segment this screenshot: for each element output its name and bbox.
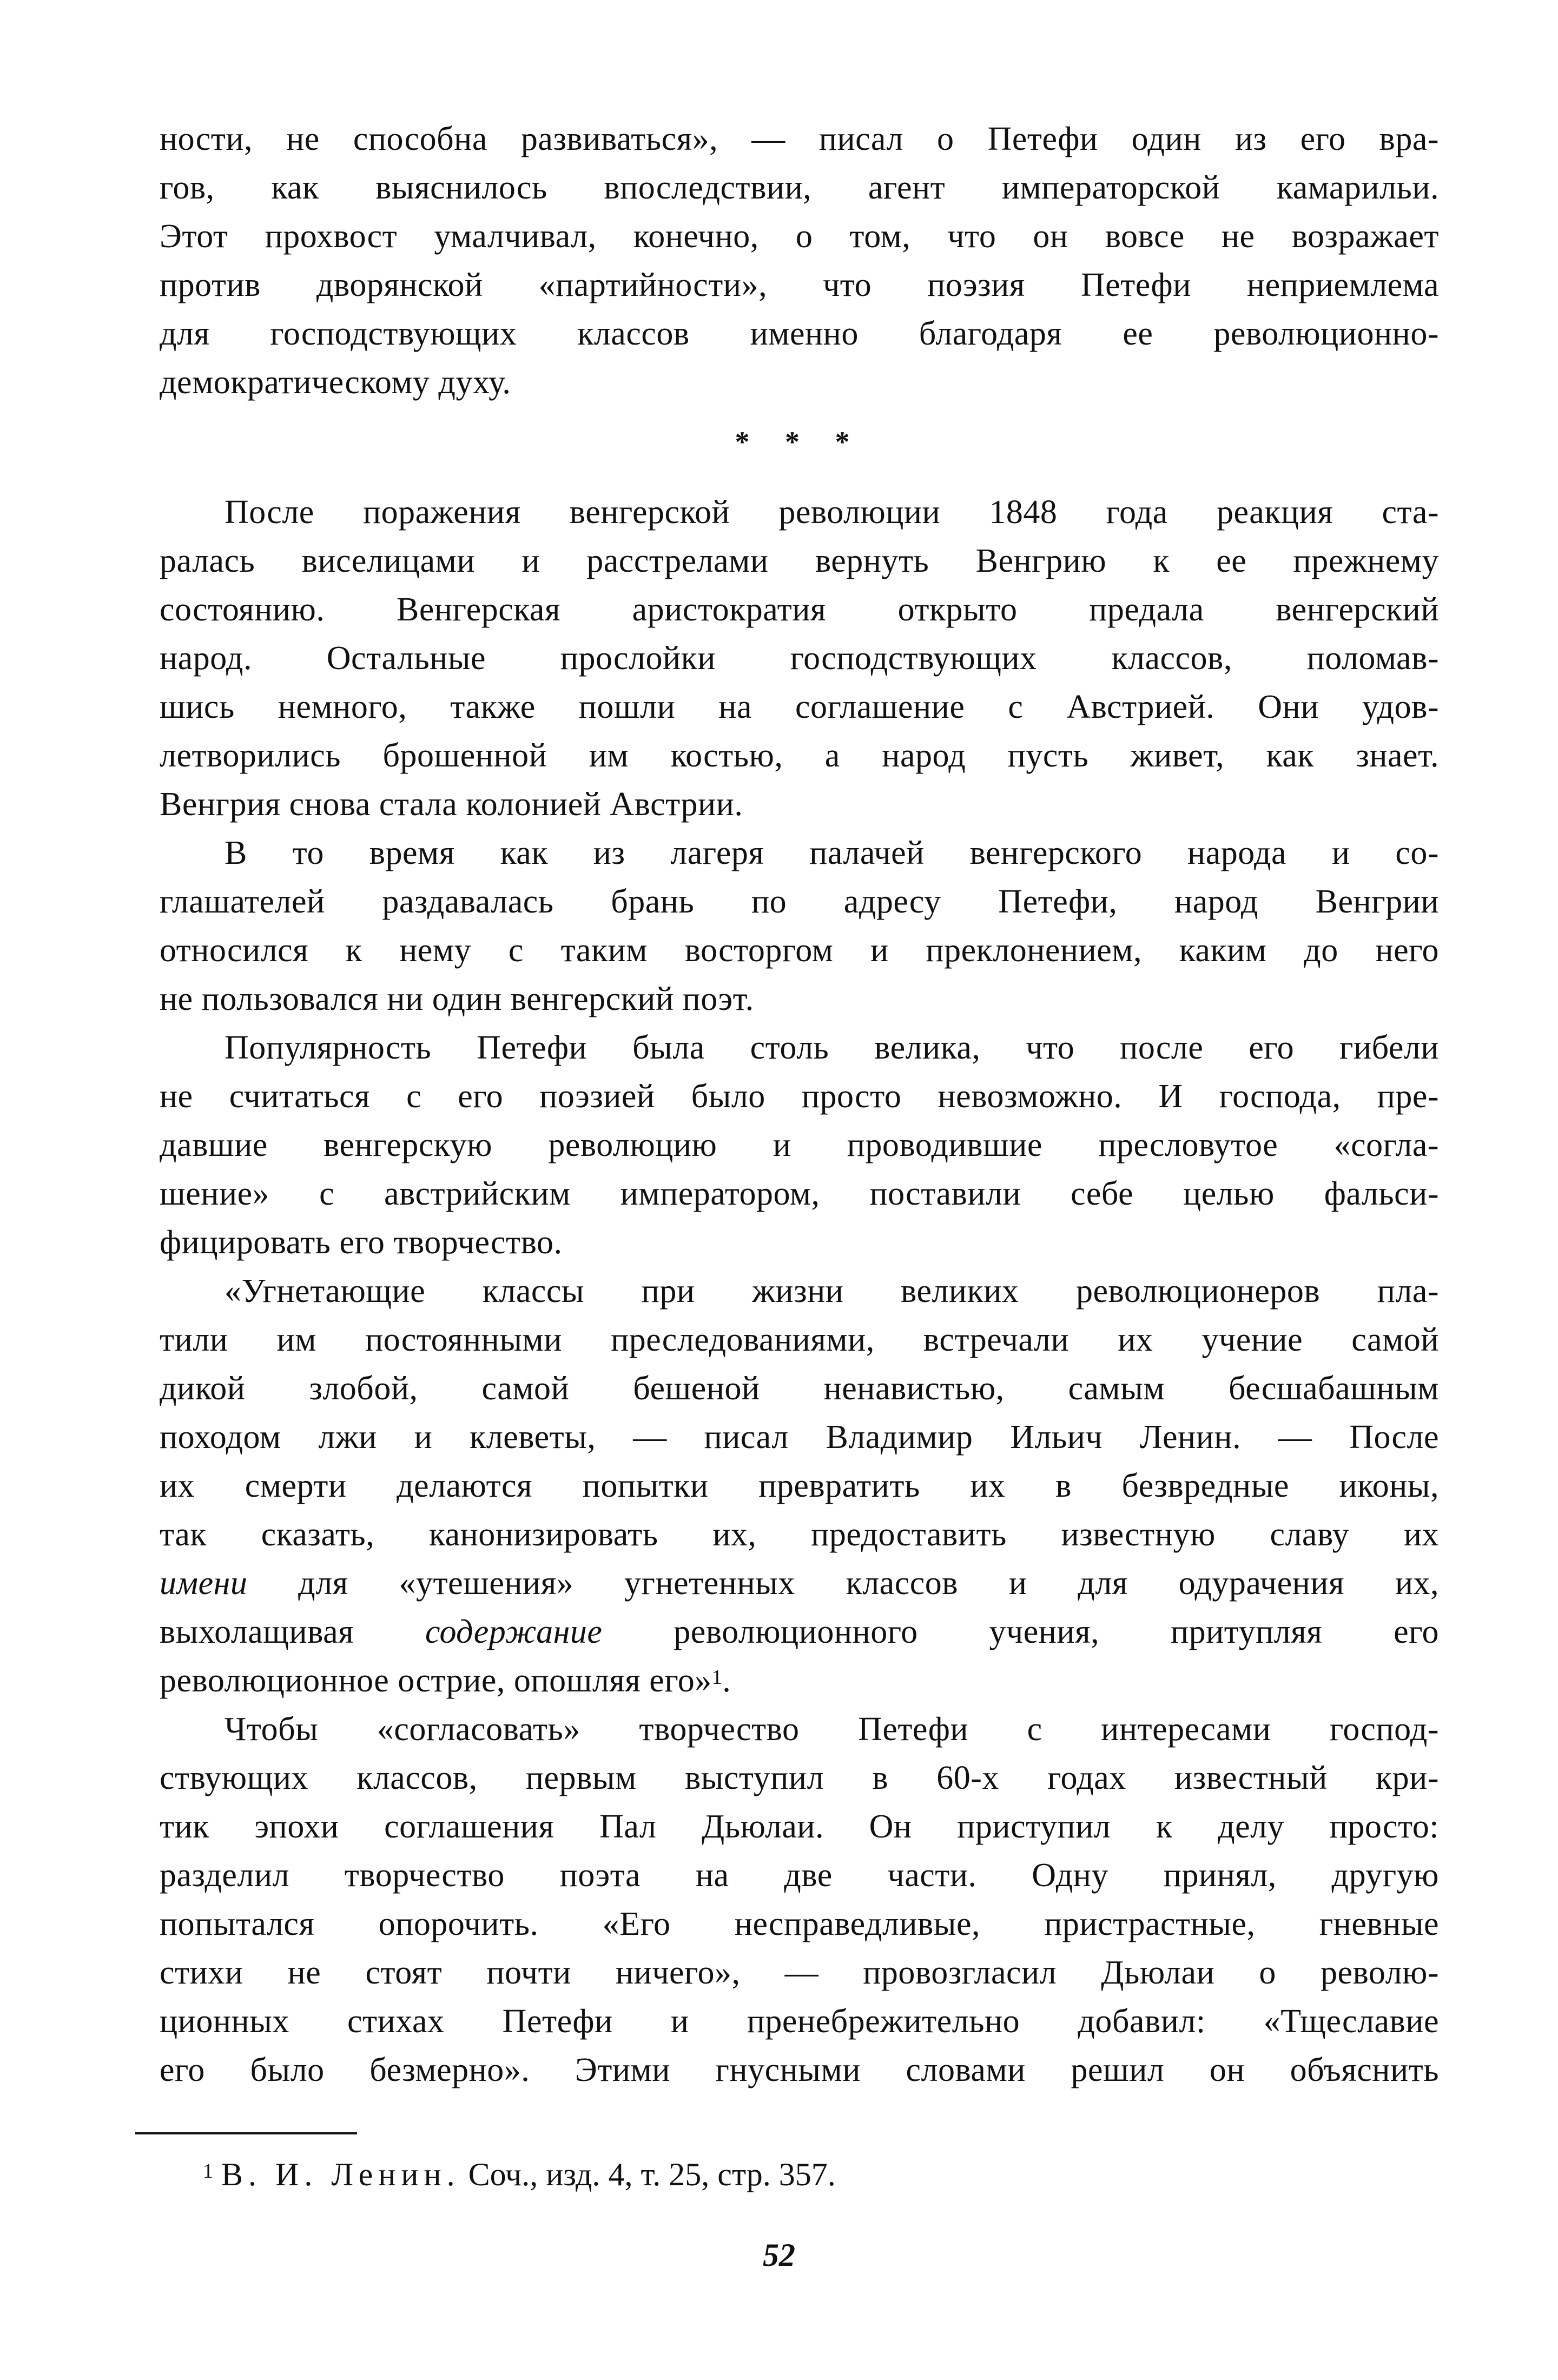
text-line: попытался опорочить. «Его несправедливые, пристрастные, гневные bbox=[160, 1906, 1439, 1942]
paragraph bbox=[160, 1023, 1439, 1267]
text-span: революционного учения, притупляя его bbox=[602, 1614, 1439, 1650]
paragraph bbox=[160, 829, 1439, 1023]
text-line: Популярность Петефи была столь велика, что после его гибели bbox=[225, 1029, 1439, 1066]
text-span: революционное острие, опошляя его» bbox=[160, 1662, 712, 1699]
text-line: ралась виселицами и расстрелами вернуть Венгрию к ее прежнему bbox=[160, 543, 1439, 579]
text-line: народ. Остальные прослойки господствующих классов, поломав- bbox=[160, 640, 1439, 677]
text-span: . bbox=[722, 1662, 731, 1699]
text-line: тик эпохи соглашения Пал Дьюлаи. Он приступил к делу просто: bbox=[160, 1808, 1439, 1845]
footnote-citation: Соч., изд. 4, т. 25, стр. 357. bbox=[460, 2157, 836, 2192]
text-line: Чтобы «согласовать» творчество Петефи с интересами господ- bbox=[225, 1711, 1439, 1748]
text-line: так сказать, канонизировать их, предоставить известную славу их bbox=[160, 1516, 1439, 1553]
text-line: его было безмерно». Этими гнусными словами решил он объяснить bbox=[160, 2052, 1439, 2088]
text-line: дикой злобой, самой бешеной ненавистью, самым бесшабашным bbox=[160, 1370, 1439, 1407]
text-line: После поражения венгерской революции 1848 года реакция ста- bbox=[225, 494, 1439, 531]
text-span: для «утешения» угнетенных классов и для одурачения их, bbox=[247, 1565, 1439, 1602]
text-line: относился к нему с таким восторгом и преклонением, каким до него bbox=[160, 932, 1439, 969]
footnote-author: В. И. Ленин. bbox=[221, 2157, 460, 2192]
text-line: не считаться с его поэзией было просто невозможно. И господа, пре- bbox=[160, 1078, 1439, 1115]
footnote bbox=[203, 2150, 1285, 2199]
main-text bbox=[160, 115, 1439, 2094]
text-line: стихи не стоят почти ничего», — провозгласил Дьюлаи о револю- bbox=[160, 1954, 1439, 1991]
text-line: состоянию. Венгерская аристократия открыто предала венгерский bbox=[160, 591, 1439, 628]
text-line: разделил творчество поэта на две части. Одну принял, другую bbox=[160, 1857, 1439, 1894]
text-line: против дворянской «партийности», что поэзия Петефи неприемлема bbox=[160, 267, 1439, 303]
text-line: ности, не способна развиваться», — писал о Петефи один из его вра- bbox=[160, 121, 1439, 157]
text-line: Венгрия снова стала колонией Австрии. bbox=[160, 786, 743, 823]
paragraph bbox=[160, 1705, 1439, 2094]
text-line: тили им постоянными преследованиями, встречали их учение самой bbox=[160, 1321, 1439, 1358]
text-line: для господствующих классов именно благодаря ее революционно- bbox=[160, 315, 1439, 352]
text-line: Этот прохвост умалчивал, конечно, о том, что он вовсе не возражает bbox=[160, 218, 1439, 255]
text-line bbox=[160, 1559, 1439, 1608]
text-line: фицировать его творчество. bbox=[160, 1224, 563, 1261]
text-span: выхолащивая bbox=[160, 1614, 425, 1650]
text-line: гов, как выяснилось впоследствии, агент императорской камарильи. bbox=[160, 169, 1439, 206]
italic-word: содержание bbox=[425, 1614, 603, 1650]
text-line: их смерти делаются попытки превратить их в безвредные иконы, bbox=[160, 1467, 1439, 1504]
text-line: не пользовался ни один венгерский поэт. bbox=[160, 981, 754, 1017]
text-line: В то время как из лагеря палачей венгерского народа и со- bbox=[225, 835, 1439, 871]
text-line: демократическому духу. bbox=[160, 364, 511, 401]
footnote-mark: 1 bbox=[203, 2160, 213, 2183]
section-separator: * * * bbox=[735, 426, 864, 458]
text-line: летворились брошенной им костью, а народ пусть живет, как знает. bbox=[160, 737, 1439, 774]
text-line: ствующих классов, первым выступил в 60-х годах известный кри- bbox=[160, 1760, 1439, 1796]
text-line: шение» с австрийским императором, поставили себе целью фальси- bbox=[160, 1175, 1439, 1212]
text-line bbox=[160, 1608, 1439, 1656]
italic-word: имени bbox=[160, 1565, 248, 1602]
text-line: давшие венгерскую революцию и проводившие пресловутое «согла- bbox=[160, 1127, 1439, 1163]
paragraph bbox=[160, 488, 1439, 829]
footnote-reference: 1 bbox=[711, 1666, 723, 1689]
page-number: 52 bbox=[763, 2237, 795, 2273]
text-line: «Угнетающие классы при жизни великих революционеров пла- bbox=[225, 1273, 1439, 1310]
footnote-divider bbox=[135, 2132, 357, 2134]
text-line bbox=[160, 1656, 1439, 1705]
text-line: шись немного, также пошли на соглашение с Австрией. Они удов- bbox=[160, 689, 1439, 725]
text-line: глашателей раздавалась брань по адресу Петефи, народ Венгрии bbox=[160, 883, 1439, 920]
paragraph-quote bbox=[160, 1267, 1439, 1705]
paragraph-continuation bbox=[160, 115, 1439, 407]
text-line: походом лжи и клеветы, — писал Владимир Ильич Ленин. — После bbox=[160, 1419, 1439, 1456]
text-line: ционных стихах Петефи и пренебрежительно добавил: «Тщеславие bbox=[160, 2003, 1439, 2040]
